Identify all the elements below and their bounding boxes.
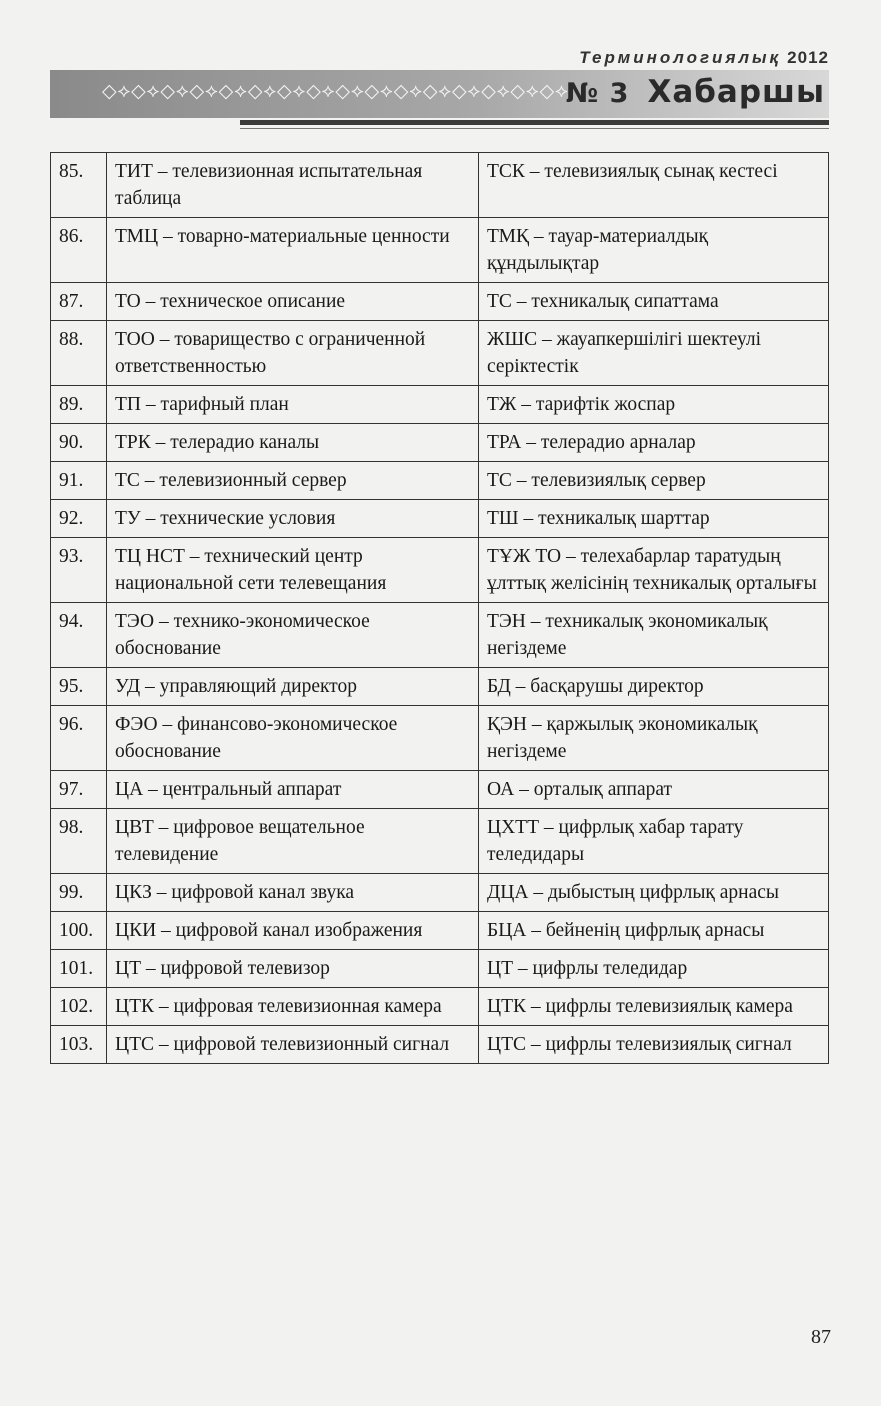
russian-term: ЦТ – цифровой телевизор: [107, 950, 479, 988]
russian-term: ТП – тарифный план: [107, 386, 479, 424]
kazakh-term: БД – басқарушы директор: [479, 668, 829, 706]
kazakh-term: ТЖ – тарифтік жоспар: [479, 386, 829, 424]
issue-number: № 3: [565, 78, 630, 109]
kazakh-term: ТС – телевизиялық сервер: [479, 462, 829, 500]
table-row: [51, 809, 829, 874]
ornament-pattern: ◇⟡◇⟡◇⟡◇⟡◇⟡◇⟡◇⟡◇⟡◇⟡◇⟡◇⟡◇⟡◇⟡◇⟡◇⟡◇⟡: [102, 80, 569, 102]
table-row: [51, 500, 829, 538]
russian-term: ЦКЗ – цифровой канал звука: [107, 874, 479, 912]
kazakh-term: ТСК – телевизиялық сынақ кестесі: [479, 153, 829, 218]
table-row: [51, 706, 829, 771]
row-number: 91.: [51, 462, 107, 500]
journal-title-text: Хабаршы: [647, 74, 825, 110]
russian-term: ТРК – телерадио каналы: [107, 424, 479, 462]
journal-name: Терминологиялық: [579, 48, 782, 67]
russian-term: УД – управляющий директор: [107, 668, 479, 706]
row-number: 89.: [51, 386, 107, 424]
table-row: [51, 321, 829, 386]
kazakh-term: ТШ – техникалық шарттар: [479, 500, 829, 538]
journal-title: [566, 74, 825, 110]
row-number: 95.: [51, 668, 107, 706]
kazakh-term: ОА – орталық аппарат: [479, 771, 829, 809]
terms-table-body: [51, 153, 829, 1064]
table-row: [51, 218, 829, 283]
row-number: 103.: [51, 1026, 107, 1064]
russian-term: ЦА – центральный аппарат: [107, 771, 479, 809]
row-number: 94.: [51, 603, 107, 668]
journal-header: [579, 48, 829, 68]
table-row: [51, 603, 829, 668]
table-row: [51, 771, 829, 809]
russian-term: ЦТК – цифровая телевизионная камера: [107, 988, 479, 1026]
table-row: [51, 988, 829, 1026]
russian-term: ЦКИ – цифровой канал изображения: [107, 912, 479, 950]
row-number: 101.: [51, 950, 107, 988]
row-number: 99.: [51, 874, 107, 912]
header-banner: [50, 70, 829, 118]
table-row: [51, 386, 829, 424]
russian-term: ТС – телевизионный сервер: [107, 462, 479, 500]
russian-term: ЦТС – цифровой телевизионный сигнал: [107, 1026, 479, 1064]
table-row: [51, 1026, 829, 1064]
kazakh-term: ЦТС – цифрлы телевизиялық сигнал: [479, 1026, 829, 1064]
russian-term: ТОО – товарищество с ограниченной ответственностью: [107, 321, 479, 386]
row-number: 87.: [51, 283, 107, 321]
russian-term: ФЭО – финансово-экономическое обоснование: [107, 706, 479, 771]
kazakh-term: ТМҚ – тауар-материалдық құндылықтар: [479, 218, 829, 283]
row-number: 85.: [51, 153, 107, 218]
kazakh-term: ЖШС – жауапкершілігі шектеулі серіктестік: [479, 321, 829, 386]
table-row: [51, 283, 829, 321]
journal-year: 2012: [787, 48, 829, 67]
kazakh-term: ТЭН – техникалық экономикалық негіздеме: [479, 603, 829, 668]
russian-term: ТЦ НСТ – технический центр национальной сети телевещания: [107, 538, 479, 603]
russian-term: ТМЦ – товарно-материальные ценности: [107, 218, 479, 283]
russian-term: ТИТ – телевизионная испытательная таблица: [107, 153, 479, 218]
table-row: [51, 668, 829, 706]
terms-table: [50, 152, 829, 1064]
row-number: 100.: [51, 912, 107, 950]
russian-term: ТЭО – технико-экономическое обоснование: [107, 603, 479, 668]
row-number: 96.: [51, 706, 107, 771]
kazakh-term: ЦТК – цифрлы телевизиялық камера: [479, 988, 829, 1026]
row-number: 102.: [51, 988, 107, 1026]
kazakh-term: ТҰЖ ТО – телехабарлар таратудың ұлттық желісінің техникалық орталығы: [479, 538, 829, 603]
russian-term: ТО – техническое описание: [107, 283, 479, 321]
table-row: [51, 874, 829, 912]
row-number: 88.: [51, 321, 107, 386]
table-row: [51, 462, 829, 500]
header-rule: [240, 120, 829, 125]
kazakh-term: ҚЭН – қаржылық экономикалық негіздеме: [479, 706, 829, 771]
table-row: [51, 424, 829, 462]
kazakh-term: БЦА – бейненің цифрлық арнасы: [479, 912, 829, 950]
russian-term: ЦВТ – цифровое вещательное телевидение: [107, 809, 479, 874]
row-number: 92.: [51, 500, 107, 538]
table-row: [51, 538, 829, 603]
table-row: [51, 912, 829, 950]
kazakh-term: ЦТ – цифрлы теледидар: [479, 950, 829, 988]
row-number: 86.: [51, 218, 107, 283]
row-number: 97.: [51, 771, 107, 809]
header-rule-thin: [240, 128, 829, 129]
kazakh-term: ТРА – телерадио арналар: [479, 424, 829, 462]
russian-term: ТУ – технические условия: [107, 500, 479, 538]
table-row: [51, 153, 829, 218]
row-number: 98.: [51, 809, 107, 874]
row-number: 90.: [51, 424, 107, 462]
row-number: 93.: [51, 538, 107, 603]
kazakh-term: ТС – техникалық сипаттама: [479, 283, 829, 321]
kazakh-term: ЦХТТ – цифрлық хабар тарату теледидары: [479, 809, 829, 874]
kazakh-term: ДЦА – дыбыстың цифрлық арнасы: [479, 874, 829, 912]
page-number: 87: [811, 1326, 831, 1348]
table-row: [51, 950, 829, 988]
